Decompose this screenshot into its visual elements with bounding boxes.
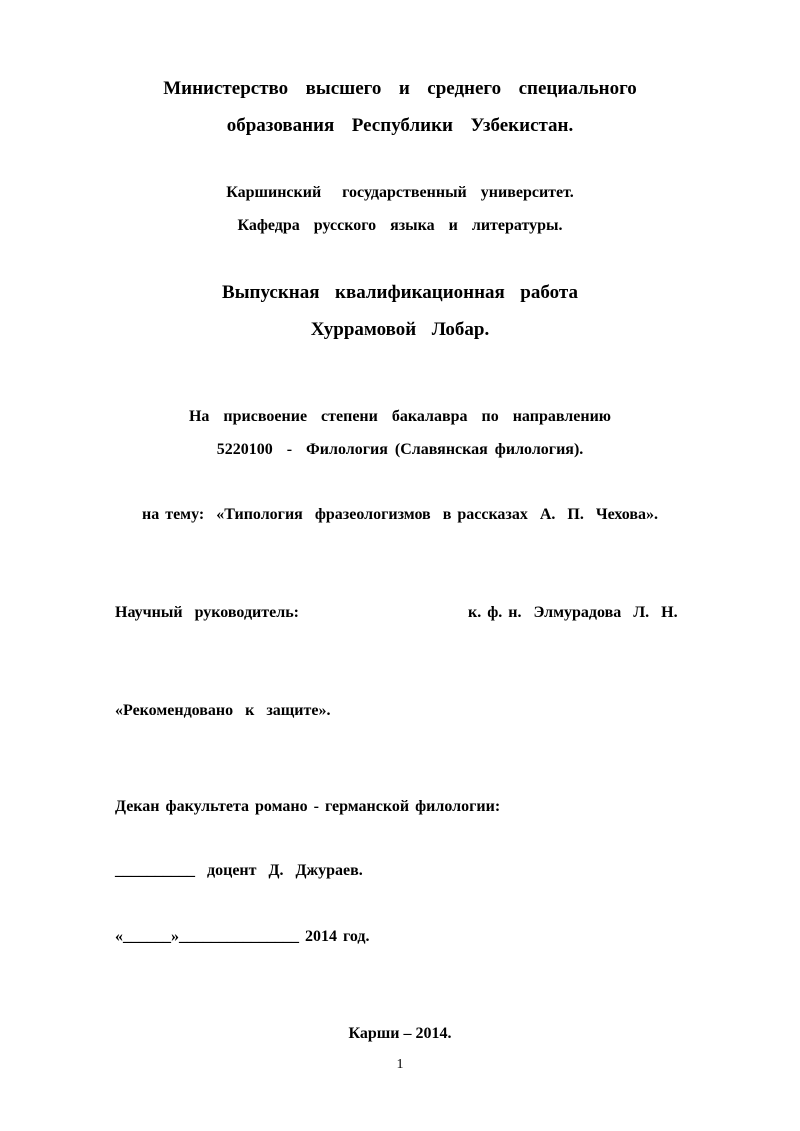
work-title: Выпускная квалификационная работа: [222, 282, 578, 303]
dean-signature-line: __________ доцент Д. Джураев.: [115, 862, 363, 879]
supervisor-name: к. ф. н. Элмурадова Л. Н.: [468, 604, 678, 621]
ministry-line-1: Министерство высшего и среднего специального: [163, 78, 637, 99]
author-name: Хуррамовой Лобар.: [310, 319, 490, 340]
university-name: Каршинский государственный университет.: [226, 184, 574, 201]
department-name: Кафедра русского языка и литературы.: [237, 217, 563, 234]
ministry-line-2: образования Республики Узбекистан.: [226, 115, 574, 136]
degree-line-2: 5220100 - Филология (Славянская филология).: [216, 441, 584, 458]
dean-title: Декан факультета романо - германской филологии:: [115, 798, 501, 815]
thesis-topic: на тему: «Типология фразеологизмов в рассказах А. П. Чехова».: [142, 506, 658, 523]
supervisor-label: Научный руководитель:: [115, 604, 299, 621]
place-year: Карши – 2014.: [348, 1025, 452, 1042]
degree-line-1: На присвоение степени бакалавра по направлению: [188, 408, 612, 425]
recommended-note: «Рекомендовано к защите».: [115, 702, 331, 719]
date-line: «______»_______________ 2014 год.: [115, 928, 370, 945]
page-number: 1: [396, 1057, 404, 1072]
